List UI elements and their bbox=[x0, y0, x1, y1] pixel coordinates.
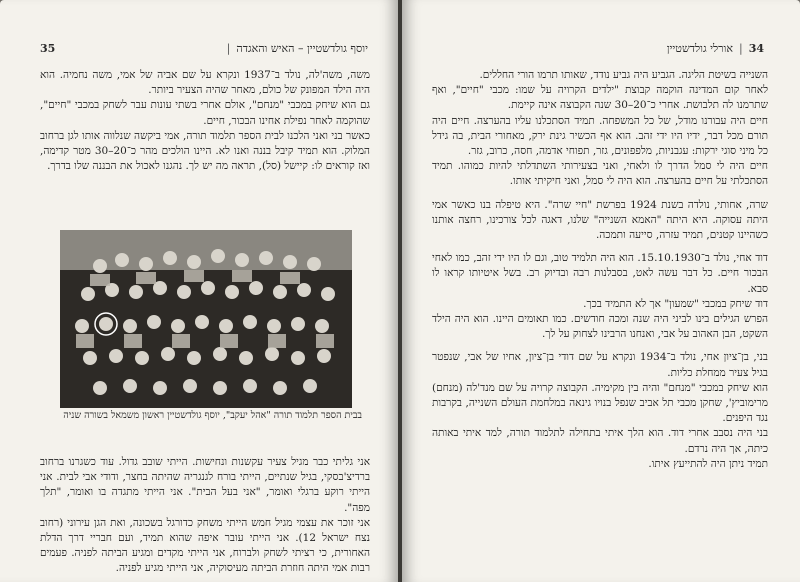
paragraph: אני גליתי כבר מגיל צעיר עקשנות ונחישות. הייתי שובב גדול. עוד כשגרנו ברחוב ברדיצ'בסקי, בגיל שנתיים, הייתי בורח לגנגריה שהיתה בחצר, ודודי אבי לבית. אני הייתי רוקע ברגלי ואומר, "אני בעל הבית". אני הייתי מתגדה בו ואומר, "תלך מפה". bbox=[40, 456, 370, 514]
right-page-number: 34 bbox=[748, 42, 764, 55]
paragraph: גם הוא שיחק במכבי "מנחם", אולם אחרי בשתי עונות עבר לשחק במכבי "חיים", שהוקמה לאחר נפילת אחינו הבכור, חיים. bbox=[40, 99, 370, 127]
paragraph: הוא שיחק במכבי "מנחם" והיה בין מקימיה. הקבוצה קרויה על שם מנד'לה (מנחם) מרימוביץ', שחקן מכבי תל אביב שנפל בנויו גינאה במלחמת העולם השנייה, בקרבות נגד היפנים. bbox=[432, 381, 768, 425]
paragraph: דוד אחי, נולד ב־15.10.1930. הוא היה תלמיד טוב, וגם לו היו ידי זהב, כמו לאחי הבכור חיים. כל דבר עשה לאט, בסבלנות רבה ובדיוק רב. בשל איטיותו קראו לו סבא. bbox=[432, 252, 768, 295]
left-page-number: 35 bbox=[40, 42, 56, 55]
left-running-head bbox=[40, 42, 368, 55]
right-text bbox=[432, 68, 768, 472]
left-page bbox=[0, 0, 398, 582]
paragraph: בני, בן־ציון אחי, נולד ב־1934 ונקרא על שם דודי בן־ציון, אחיו של אבי, שנפטר בגיל צעיר ממחלת כליות. bbox=[432, 351, 768, 379]
paragraph: שרה, אחותי, נולדה בשנת 1924 בפרשת "חיי שרה". היא טיפלה בנו כאשר אמי היתה עסוקה. היא היתה "האמא השנייה" שלנו, דאגה לכל צורכינו, רחצה אותנו כשהיינו קטנים, תמיד עזרה, סייעה ותמכה. bbox=[432, 198, 768, 242]
paragraph: לאחר קום המדינה הוקמה קבוצת "ילדים הקרויה על שמו: מכבי "חיים", ואף שתרמנו לה תלבושת. אחרי כ־20–30 שנה הקבוצה אינה קיימת. bbox=[432, 84, 768, 112]
paragraph: הפרש הגילים בינו לביני היה שנה ומכה חודשים. כמו תאומים היינו. הוא היה הילד השקט, הבן האהוב על אבי, ואנחנו הרבינו לצחוק על לך. bbox=[432, 313, 768, 341]
right-page bbox=[402, 0, 800, 582]
right-running-title: אורלי גולדשטיין bbox=[666, 42, 733, 55]
photo-caption: בבית הספר תלמוד תורה "אהל יעקב", יוסף גולדשטיין ראשון משמאל בשורה שניה bbox=[63, 410, 362, 421]
left-running-title: יוסף גולדשטיין – האיש והאגדה| bbox=[226, 42, 368, 55]
paragraph: חיים היה לי סמל הדרך לו ולאחי, ואני בצעירותי השתדלתי להיות כמוהו. תמיד הסתכלתי על חיים בהערצה. הוא היה לי סמל, ואני חיקיתי אותו. bbox=[432, 160, 768, 188]
class-photo bbox=[60, 230, 352, 408]
paragraph: כאשר בני ואני הלכנו לבית הספר תלמוד תורה, אמי ביקשה שנלווה אותו לגן ברחוב המלוק. הוא תמיד קיבל בננה ואנו לא. היינו הולכים מהר כ־20–30 מטר קדימה, ואז קוראים לו: קיישל (סל), תראה מה יש לך. נהגנו לאכול את הבננה שלו בדרך. bbox=[40, 129, 370, 173]
left-top-text bbox=[40, 68, 370, 174]
paragraph: השנייה בשיטת הליגה. הגביע היה גביע נודד, שאותו תרמו הורי החללים. bbox=[479, 69, 768, 81]
paragraph: אני זוכר את עצמי מגיל חמש הייתי משחק כדורגל בשכונה, ואת הגן עירוני (רחוב נצח ישראל 12). אני הייתי עובר איפה שהוא תמיד, ועם חבריי דרך הדלת האחורית, כי רציתי לשחק ולברוח, אני הייתי מקדים ומגיע הביתה לפניה. פעמים רבות אמי היתה חוזרת הביתה מעיסוקיה, אני הייתי מגיע לפניה. bbox=[40, 516, 370, 575]
paragraph: משה, משה'לה, נולד ב־1937 ונקרא על שם אביה של אמי, משה נחמיה. הוא היה הילד המפונק של כולם, מאחר שהיה הצעיר ביותר. bbox=[40, 69, 370, 97]
right-running-head: 34 | אורלי גולדשטיין bbox=[666, 42, 764, 55]
class-photo-image bbox=[60, 230, 352, 408]
paragraph: בני היה נסבב אחרי דוד. הוא הלך איתי בתחילה לתלמוד תורה, למד איתי באותה כיתה, אך היה נרדם. bbox=[432, 427, 768, 455]
paragraph: דוד שיחק במכבי "שמעון" אך לא התמיד בכך. bbox=[583, 297, 768, 310]
paragraph: חיים היה עבורנו מודל, של כל המשפחה. תמיד הסתכלנו עליו בהערצה. חיים היה תורם מכל דבר, ידיו היו ידי זהב. הוא אף הכשיר גינת ירק, מאחורי הבית, בה גידל כל מיני סוגי ירקות: עגבניות, מלפפונים, גזר, תפוחי אדמה, חסה, כרוב, גזר. bbox=[432, 114, 768, 158]
paragraph: תמיד ניתן היה להתייעץ איתו. bbox=[648, 457, 768, 470]
left-bottom-text bbox=[40, 455, 370, 577]
